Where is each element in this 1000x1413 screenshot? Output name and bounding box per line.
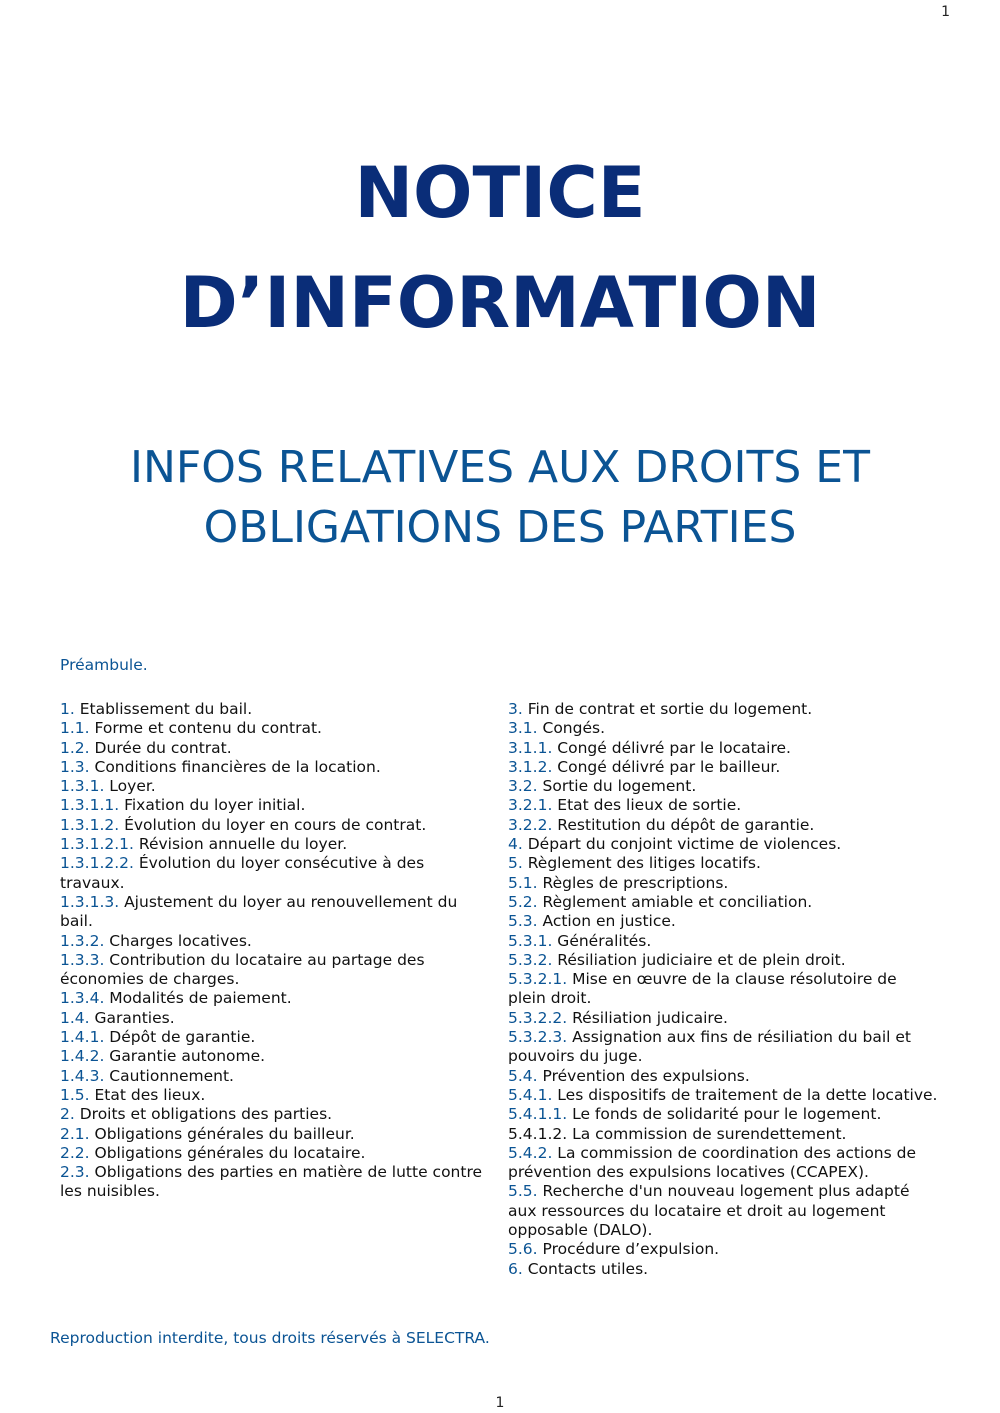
toc-item bbox=[60, 1105, 490, 1124]
toc-item-number: 1.3.2. bbox=[60, 931, 105, 950]
toc-item bbox=[60, 932, 490, 951]
toc-item-number: 3. bbox=[508, 700, 523, 718]
toc-item-number: 5.1. bbox=[508, 873, 538, 892]
toc-item bbox=[508, 874, 938, 893]
toc-item bbox=[508, 1067, 938, 1086]
toc-item-text: Garanties. bbox=[89, 1008, 175, 1027]
toc-item-number: 5.6. bbox=[508, 1240, 538, 1259]
toc-item-number: 2.1. bbox=[60, 1124, 90, 1143]
toc-item bbox=[508, 719, 938, 738]
toc-item-text: Etat des lieux de sortie. bbox=[552, 796, 742, 815]
toc-item-number: 5.4. bbox=[508, 1066, 538, 1085]
toc-item-number: 1.3.1.1. bbox=[60, 796, 120, 815]
toc-item bbox=[60, 1028, 490, 1047]
toc-item-number: 1.3.3. bbox=[60, 950, 105, 969]
toc-item-number: 1.1. bbox=[60, 719, 90, 738]
toc-item-text: Fixation du loyer initial. bbox=[119, 796, 306, 815]
toc-item-text: Congé délivré par le locataire. bbox=[552, 738, 791, 757]
title-line-2: D’INFORMATION bbox=[179, 262, 821, 344]
toc-item bbox=[508, 1182, 938, 1240]
toc-item-text: Prévention des expulsions. bbox=[537, 1066, 750, 1085]
toc-item-text: Congé délivré par le bailleur. bbox=[552, 757, 781, 776]
toc-item-text: Durée du contrat. bbox=[89, 738, 232, 757]
toc-item bbox=[508, 1240, 938, 1259]
toc-item bbox=[508, 1009, 938, 1028]
toc-item bbox=[508, 777, 938, 796]
toc-item-number: 1.3.1.2. bbox=[60, 815, 120, 834]
toc-item-text: Mise en œuvre de la clause résolutoire de plein droit. bbox=[508, 970, 897, 1008]
title-line-1: NOTICE bbox=[354, 152, 646, 234]
subtitle-line-2: OBLIGATIONS DES PARTIES bbox=[203, 502, 797, 553]
toc-item-text: Généralités. bbox=[552, 931, 652, 950]
toc-item-number: 5.3.2.2. bbox=[508, 1008, 568, 1027]
toc-item-text: Règlement amiable et conciliation. bbox=[537, 892, 813, 911]
toc-item-number: 2. bbox=[60, 1105, 75, 1124]
toc-item bbox=[60, 989, 490, 1008]
toc-item bbox=[508, 1028, 938, 1067]
toc-item bbox=[60, 796, 490, 815]
toc-item-number: 1. bbox=[60, 700, 75, 718]
toc-item-number: 1.3.4. bbox=[60, 989, 105, 1008]
toc-item bbox=[60, 1067, 490, 1086]
toc-item-number: 5.3.2. bbox=[508, 950, 553, 969]
toc-item-text: Règlement des litiges locatifs. bbox=[522, 854, 761, 873]
toc-item bbox=[508, 739, 938, 758]
toc-item-text: Obligations générales du locataire. bbox=[89, 1143, 366, 1162]
toc-item-text: Forme et contenu du contrat. bbox=[89, 719, 322, 738]
toc-item-text: Ajustement du loyer au renouvellement du bail. bbox=[60, 892, 458, 931]
toc-item-text: Charges locatives. bbox=[104, 931, 252, 950]
toc-item-text: Obligations des parties en matière de lutte contre les nuisibles. bbox=[60, 1163, 483, 1201]
toc-item bbox=[508, 1260, 938, 1279]
toc-item-text: Contacts utiles. bbox=[522, 1259, 649, 1278]
toc-item-number: 1.2. bbox=[60, 738, 90, 757]
toc-item-text: Action en justice. bbox=[537, 912, 676, 931]
toc-item-number: 5.3. bbox=[508, 912, 538, 931]
toc-item-number: 1.3.1.2.1. bbox=[60, 835, 134, 854]
page-number-top: 1 bbox=[941, 4, 950, 20]
toc-item-text: Résiliation judiciaire et de plein droit. bbox=[552, 950, 846, 969]
toc-item bbox=[508, 1144, 938, 1183]
toc-item-number: 1.4. bbox=[60, 1008, 90, 1027]
subtitle bbox=[0, 438, 1000, 558]
toc-item-number: 5.3.2.1. bbox=[508, 970, 568, 989]
toc-item-text: Évolution du loyer consécutive à des travaux. bbox=[60, 854, 425, 892]
toc-right-column bbox=[508, 700, 938, 1279]
toc-item-text: Conditions financières de la location. bbox=[89, 757, 381, 776]
toc-item bbox=[508, 912, 938, 931]
toc-item-text: Dépôt de garantie. bbox=[104, 1028, 256, 1047]
toc-item bbox=[508, 700, 938, 719]
toc-item-number: 5. bbox=[508, 854, 523, 873]
toc-item bbox=[60, 739, 490, 758]
toc-item bbox=[60, 700, 490, 719]
toc-item bbox=[60, 719, 490, 738]
toc-item-text: Le fonds de solidarité pour le logement. 5.4.1.2. La commission de surendettement. bbox=[508, 1105, 882, 1143]
toc-item bbox=[508, 951, 938, 970]
toc-item-number: 4. bbox=[508, 835, 523, 854]
toc-item-text: Départ du conjoint victime de violences. bbox=[522, 835, 842, 854]
toc-item bbox=[508, 932, 938, 951]
subtitle-line-1: INFOS RELATIVES AUX DROITS ET bbox=[130, 442, 870, 493]
toc-item bbox=[508, 758, 938, 777]
toc-item-number: 1.3.1.3. bbox=[60, 892, 120, 911]
toc-item-number: 6. bbox=[508, 1259, 523, 1278]
toc-item-number: 1.4.2. bbox=[60, 1047, 105, 1066]
toc-item-number: 1.3.1. bbox=[60, 777, 105, 796]
toc-item bbox=[508, 796, 938, 815]
toc-item bbox=[60, 854, 490, 893]
toc-item-number: 5.5. bbox=[508, 1182, 538, 1201]
copyright-footer: Reproduction interdite, tous droits réservés à SELECTRA. bbox=[50, 1329, 490, 1347]
page-number-bottom: 1 bbox=[495, 1395, 505, 1411]
toc-left-column bbox=[60, 700, 490, 1202]
toc-item-text: Sortie du logement. bbox=[537, 777, 697, 796]
toc-item bbox=[508, 835, 938, 854]
toc-item-number: 3.1.2. bbox=[508, 757, 553, 776]
toc-item-text: Cautionnement. bbox=[104, 1066, 234, 1085]
toc-item bbox=[60, 951, 490, 990]
toc-item-text: Restitution du dépôt de garantie. bbox=[552, 815, 815, 834]
toc-item-number: 3.2. bbox=[508, 777, 538, 796]
preamble: Préambule. bbox=[60, 656, 148, 674]
toc-item bbox=[60, 1125, 490, 1144]
toc-item-text: Loyer. bbox=[104, 777, 156, 796]
toc-item-text: Évolution du loyer en cours de contrat. bbox=[119, 815, 427, 834]
toc-item-text: Obligations générales du bailleur. bbox=[89, 1124, 355, 1143]
toc-item-text: Révision annuelle du loyer. bbox=[133, 835, 348, 854]
toc-item bbox=[60, 777, 490, 796]
toc-item-text: Droits et obligations des parties. bbox=[74, 1105, 333, 1124]
toc-item-number: 5.4.1. bbox=[508, 1085, 553, 1104]
toc-item-number: 1.5. bbox=[60, 1085, 90, 1104]
toc-item-number: 5.4.1.1. bbox=[508, 1105, 568, 1124]
toc-item-number: 1.4.1. bbox=[60, 1028, 105, 1047]
toc-item-number: 3.1.1. bbox=[508, 738, 553, 757]
toc-item-number: 5.3.1. bbox=[508, 931, 553, 950]
toc-item-number: 5.4.2. bbox=[508, 1143, 553, 1162]
toc-item-number: 5.3.2.3. bbox=[508, 1028, 568, 1047]
toc-item bbox=[508, 816, 938, 835]
toc-item-number: 1.3. bbox=[60, 757, 90, 776]
toc-item bbox=[60, 1009, 490, 1028]
toc-item bbox=[508, 893, 938, 912]
toc-item-text: Les dispositifs de traitement de la dette locative. bbox=[552, 1085, 938, 1104]
toc-item bbox=[508, 1086, 938, 1105]
toc-item-number: 3.2.1. bbox=[508, 796, 553, 815]
toc-item-number: 1.4.3. bbox=[60, 1066, 105, 1085]
toc-item bbox=[60, 816, 490, 835]
toc-item-text: Procédure d’expulsion. bbox=[537, 1240, 720, 1259]
toc-item-number: 2.2. bbox=[60, 1143, 90, 1162]
toc-item-text: Garantie autonome. bbox=[104, 1047, 266, 1066]
toc-item-text: Règles de prescriptions. bbox=[537, 873, 729, 892]
toc-item-number: 1.3.1.2.2. bbox=[60, 854, 134, 873]
toc-item-number: 5.2. bbox=[508, 892, 538, 911]
toc-item-text: Résiliation judicaire. bbox=[567, 1008, 728, 1027]
toc-item bbox=[60, 1047, 490, 1066]
toc-item-number: 3.1. bbox=[508, 719, 538, 738]
toc-item-text: Recherche d'un nouveau logement plus adapté aux ressources du locataire et droit au logement opposable (DALO). bbox=[508, 1182, 910, 1240]
toc-item-number: 2.3. bbox=[60, 1163, 90, 1182]
toc-item bbox=[60, 893, 490, 932]
toc-item bbox=[60, 1163, 490, 1202]
toc-item bbox=[508, 1105, 938, 1144]
toc-item-text: Etablissement du bail. bbox=[74, 700, 253, 718]
toc-item bbox=[60, 758, 490, 777]
toc-item-text: Etat des lieux. bbox=[89, 1085, 206, 1104]
toc-item bbox=[508, 970, 938, 1009]
toc-item bbox=[60, 1144, 490, 1163]
toc-item-text: La commission de coordination des actions de prévention des expulsions locatives (CCAPEX). bbox=[508, 1143, 917, 1182]
toc-item-text: Congés. bbox=[537, 719, 606, 738]
toc-item bbox=[60, 1086, 490, 1105]
toc-item-text: Modalités de paiement. bbox=[104, 989, 292, 1008]
toc-item bbox=[60, 835, 490, 854]
toc-item-text: Contribution du locataire au partage des économies de charges. bbox=[60, 950, 425, 989]
toc-item-text: Fin de contrat et sortie du logement. bbox=[522, 700, 813, 718]
toc-item-number: 3.2.2. bbox=[508, 815, 553, 834]
toc-item-text: Assignation aux fins de résiliation du bail et pouvoirs du juge. bbox=[508, 1028, 911, 1066]
toc-item bbox=[508, 854, 938, 873]
